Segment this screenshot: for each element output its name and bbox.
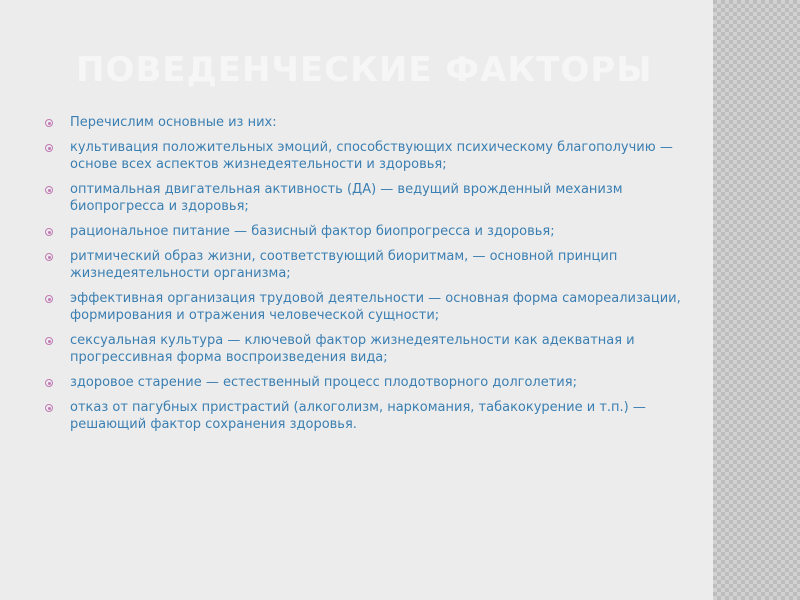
list-item [45, 374, 685, 391]
list-item [45, 114, 685, 131]
list-item-text: культивация положительных эмоций, способствующих психическому благополучию — основе всех аспектов жизнедеятельности и здоровья; [70, 140, 673, 172]
list-item-text: ритмический образ жизни, соответствующий биоритмам, — основной принцип жизнедеятельности организма; [70, 249, 618, 281]
list-item [45, 290, 685, 324]
list-item-text: оптимальная двигательная активность (ДА) — ведущий врожденный механизм биопрогресса и здоровья; [70, 182, 623, 214]
circle-bullet-icon [45, 295, 53, 303]
bullet-list [45, 114, 685, 441]
list-item [45, 248, 685, 282]
list-item-text: рациональное питание — базисный фактор биопрогресса и здоровья; [70, 224, 555, 239]
list-item [45, 332, 685, 366]
circle-bullet-icon [45, 379, 53, 387]
list-item-text: Перечислим основные из них: [70, 115, 277, 130]
circle-bullet-icon [45, 253, 53, 261]
circle-bullet-icon [45, 186, 53, 194]
circle-bullet-icon [45, 228, 53, 236]
list-item-text: сексуальная культура — ключевой фактор жизнедеятельности как адекватная и прогрессивная форма воспроизведения вида; [70, 333, 635, 365]
list-item [45, 399, 685, 433]
list-item-text: эффективная организация трудовой деятельности — основная форма самореализации, формирования и отражения человеческой сущности; [70, 291, 681, 323]
circle-bullet-icon [45, 119, 53, 127]
circle-bullet-icon [45, 404, 53, 412]
circle-bullet-icon [45, 337, 53, 345]
list-item-text: отказ от пагубных пристрастий (алкоголизм, наркомания, табакокурение и т.п.) — решающий фактор сохранения здоровья. [70, 400, 646, 432]
decorative-side-band [713, 0, 800, 600]
circle-bullet-icon [45, 144, 53, 152]
list-item [45, 181, 685, 215]
list-item [45, 139, 685, 173]
list-item-text: здоровое старение — естественный процесс плодотворного долголетия; [70, 375, 577, 390]
list-item [45, 223, 685, 240]
slide-title: ПОВЕДЕНЧЕСКИЕ ФАКТОРЫ [76, 50, 653, 90]
